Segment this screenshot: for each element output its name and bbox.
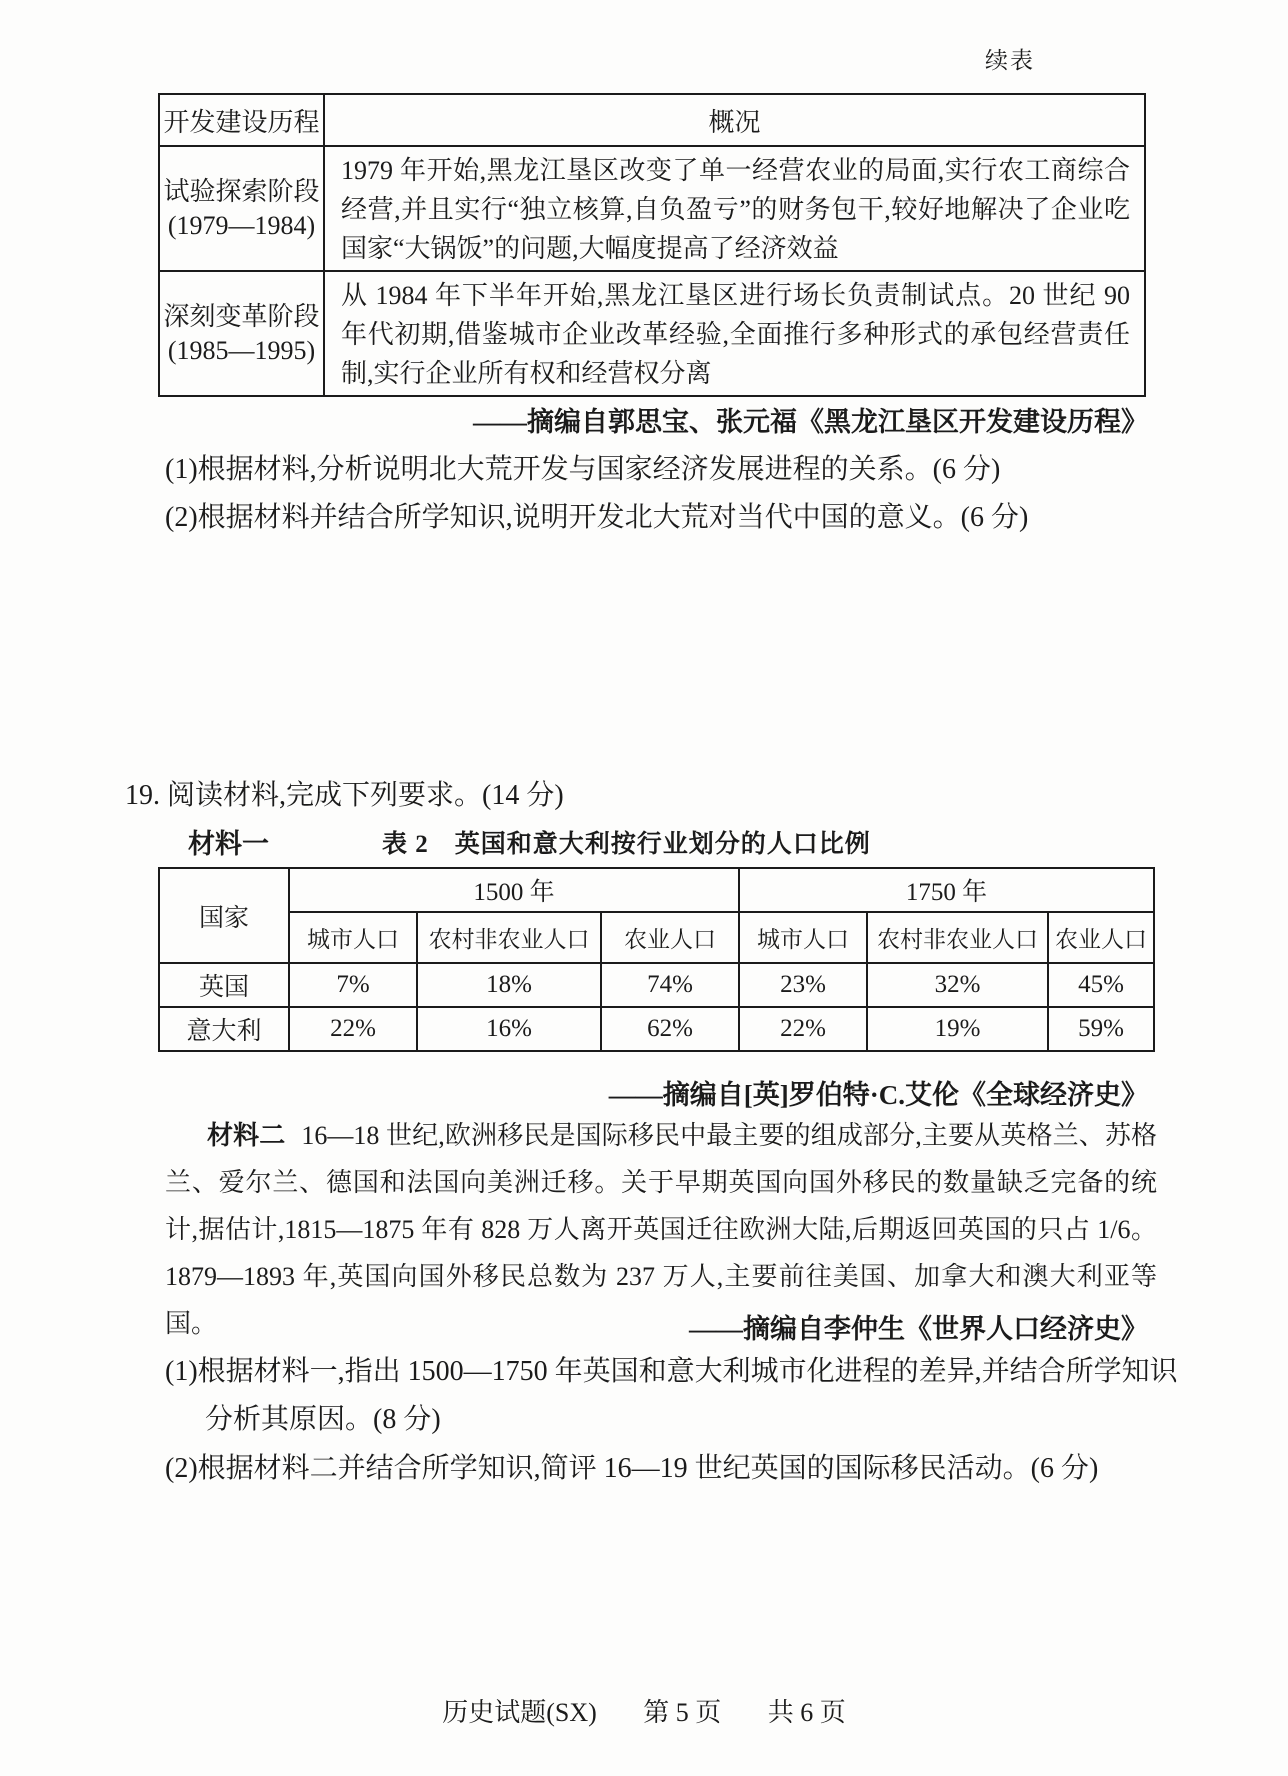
- question19-part2: (2)根据材料二并结合所学知识,简评 16—19 世纪英国的国际移民活动。(6 分): [165, 1453, 1099, 1484]
- table1-row1-stage-years: (1979—1984): [167, 210, 316, 240]
- continued-table-label: 续表: [985, 48, 1035, 73]
- table2-italy-urban-1500: 22%: [289, 1007, 417, 1051]
- table2-group-1750: 1750 年: [739, 868, 1154, 912]
- table2-italy-rural-nonag-1500: 16%: [417, 1007, 601, 1051]
- page-footer: [0, 1692, 1288, 1729]
- material2-label: 材料二: [207, 1121, 286, 1150]
- table1-row2-stage-years: (1985—1995): [167, 335, 316, 365]
- table-population-proportion: [158, 867, 1155, 1052]
- table2-italy-agri-1500: 62%: [601, 1007, 739, 1051]
- table2-sub-agri-1750: 农业人口: [1048, 912, 1154, 963]
- table2-country-britain: 英国: [159, 963, 289, 1007]
- table1-row1-stage: [159, 146, 324, 271]
- table2-sub-rural-nonag-1500: 农村非农业人口: [417, 912, 601, 963]
- table1-row-reform: [159, 271, 1145, 396]
- table1-source-citation: ——摘编自郭思宝、张元福《黑龙江垦区开发建设历程》: [473, 407, 1148, 437]
- table1-row2-stage-name: 深刻变革阶段: [163, 301, 320, 331]
- table2-sub-urban-1500: 城市人口: [289, 912, 417, 963]
- table1-row2-desc: 从 1984 年下半年开始,黑龙江垦区进行场长负责制试点。20 世纪 90 年代初期,借鉴城市企业改革经验,全面推行多种形式的承包经营责任制,实行企业所有权和经营权分离: [324, 271, 1145, 396]
- table2-italy-urban-1750: 22%: [739, 1007, 867, 1051]
- table1-row1-desc: 1979 年开始,黑龙江垦区改变了单一经营农业的局面,实行农工商综合经营,并且实行“独立核算,自负盈亏”的财务包干,较好地解决了企业吃国家“大锅饭”的问题,大幅度提高了经济效益: [324, 146, 1145, 271]
- table1-header-stage: 开发建设历程: [159, 94, 324, 146]
- material2-source-citation: ——摘编自李仲生《世界人口经济史》: [689, 1314, 1148, 1344]
- table2-sub-agri-1500: 农业人口: [601, 912, 739, 963]
- table2-year-row: [159, 868, 1154, 912]
- table2-britain-urban-1500: 7%: [289, 963, 417, 1007]
- table2-britain-rural-nonag-1750: 32%: [867, 963, 1048, 1007]
- table2-subheader-row: [159, 912, 1154, 963]
- table1-row1-stage-name: 试验探索阶段: [163, 176, 320, 206]
- table2-britain-rural-nonag-1500: 18%: [417, 963, 601, 1007]
- question19-part1: (1)根据材料一,指出 1500—1750 年英国和意大利城市化进程的差异,并结合所学知识分析其原因。(8 分): [165, 1356, 1178, 1435]
- table1-row2-stage: [159, 271, 324, 396]
- table2-group-1500: 1500 年: [289, 868, 739, 912]
- table2-source-citation: ——摘编自[英]罗伯特·C.艾伦《全球经济史》: [608, 1080, 1148, 1110]
- table2-corner-country: 国家: [159, 868, 289, 963]
- question19-stem: 19. 阅读材料,完成下列要求。(14 分): [125, 780, 564, 811]
- table2-britain-urban-1750: 23%: [739, 963, 867, 1007]
- footer-page-number: 第 5 页: [643, 1698, 722, 1727]
- material1-label: 材料一: [188, 829, 269, 859]
- material2-text: 16—18 世纪,欧洲移民是国际移民中最主要的组成部分,主要从英格兰、苏格兰、爱尔兰、德国和法国向美洲迁移。关于早期英国向国外移民的数量缺乏完备的统计,据估计,1815—1875 年有 828 万人离开英国迁往欧洲大陆,后期返回英国的只占 1/6。1879—1893 年,英国向国外移民总数为 237 万人,主要前往美国、加拿大和澳大利亚等国。: [165, 1121, 1157, 1338]
- table2-britain-agri-1500: 74%: [601, 963, 739, 1007]
- footer-exam-title: 历史试题(SX): [442, 1698, 597, 1727]
- table1-header-row: [159, 94, 1145, 146]
- question18-part1: (1)根据材料,分析说明北大荒开发与国家经济发展进程的关系。(6 分): [165, 454, 1001, 485]
- table-development-history: [158, 93, 1146, 397]
- table1-header-overview: 概况: [324, 94, 1145, 146]
- table2-italy-rural-nonag-1750: 19%: [867, 1007, 1048, 1051]
- footer-total-pages: 共 6 页: [767, 1698, 846, 1727]
- table2-row-italy: [159, 1007, 1154, 1051]
- table2-row-britain: [159, 963, 1154, 1007]
- table1-row-exploration: [159, 146, 1145, 271]
- table2-italy-agri-1750: 59%: [1048, 1007, 1154, 1051]
- table2-country-italy: 意大利: [159, 1007, 289, 1051]
- table2-britain-agri-1750: 45%: [1048, 963, 1154, 1007]
- table2-title: 表 2 英国和意大利按行业划分的人口比例: [382, 831, 871, 858]
- table2-sub-urban-1750: 城市人口: [739, 912, 867, 963]
- table2-sub-rural-nonag-1750: 农村非农业人口: [867, 912, 1048, 963]
- question18-part2: (2)根据材料并结合所学知识,说明开发北大荒对当代中国的意义。(6 分): [165, 502, 1029, 533]
